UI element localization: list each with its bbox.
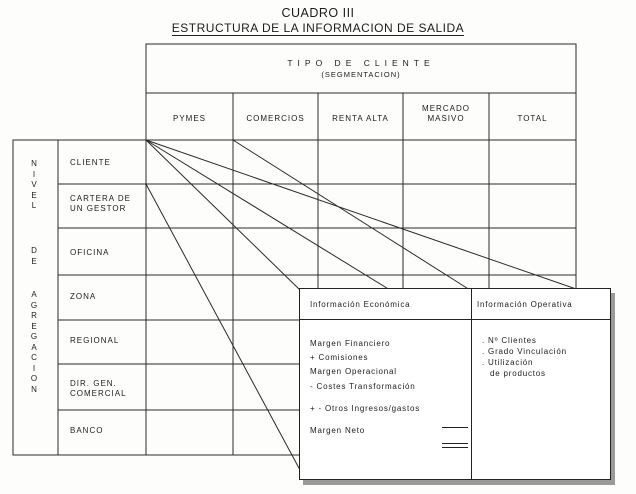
projection-line [146,184,300,470]
column-header-mercado-masivo: MERCADO MASIVO [422,104,470,123]
column-header-pymes: PYMES [172,114,206,123]
column-group-subtitle: (SEGMENTACION) [321,70,401,79]
economic-item: - Costes Transformación [310,382,416,391]
row-label-oficina: OFICINA [70,248,110,257]
row-label-dir-gen: DIR. GEN. COMERCIAL [70,379,127,398]
projection-line [146,140,300,290]
document-subtitle: ESTRUCTURA DE LA INFORMACION DE SALIDA [171,21,465,35]
row-group-title-nivel: N I V E L [31,159,37,210]
operational-item: . Utilización [482,358,534,367]
operational-item: . Grado Vinculación [482,347,567,356]
operational-info-header: Información Operativa [477,300,573,309]
projection-line [146,140,579,290]
row-group-title-agregacion: A G R E G A C I O N [30,290,38,394]
operational-item: de productos [490,369,546,378]
operational-item: . Nº Clientes [482,336,537,345]
economic-item: Margen Neto [310,426,366,435]
column-header-total: TOTAL [517,114,548,123]
economic-item: Margen Operacional [310,367,397,376]
row-label-cliente: CLIENTE [70,158,111,167]
economic-info-header: Información Económica [310,300,411,309]
sum-rule [442,447,468,448]
detail-panel [299,288,611,480]
column-header-renta-alta: RENTA ALTA [332,114,389,123]
row-label-banco: BANCO [70,426,104,435]
document-title: CUADRO III [281,6,355,20]
economic-item: Margen Financiero [310,339,391,348]
sum-rule [442,427,468,428]
economic-item: + - Otros Ingresos/gastos [310,404,421,413]
row-group-title-de: D E [31,246,37,266]
column-header-comercios: COMERCIOS [246,114,305,123]
column-group-title: TIPO DE CLIENTE [287,58,435,68]
economic-item: + Comisiones [310,353,369,362]
row-label-regional: REGIONAL [70,336,120,345]
row-label-cartera: CARTERA DE UN GESTOR [70,194,131,213]
row-label-zona: ZONA [70,292,97,301]
sum-rule [442,443,468,444]
